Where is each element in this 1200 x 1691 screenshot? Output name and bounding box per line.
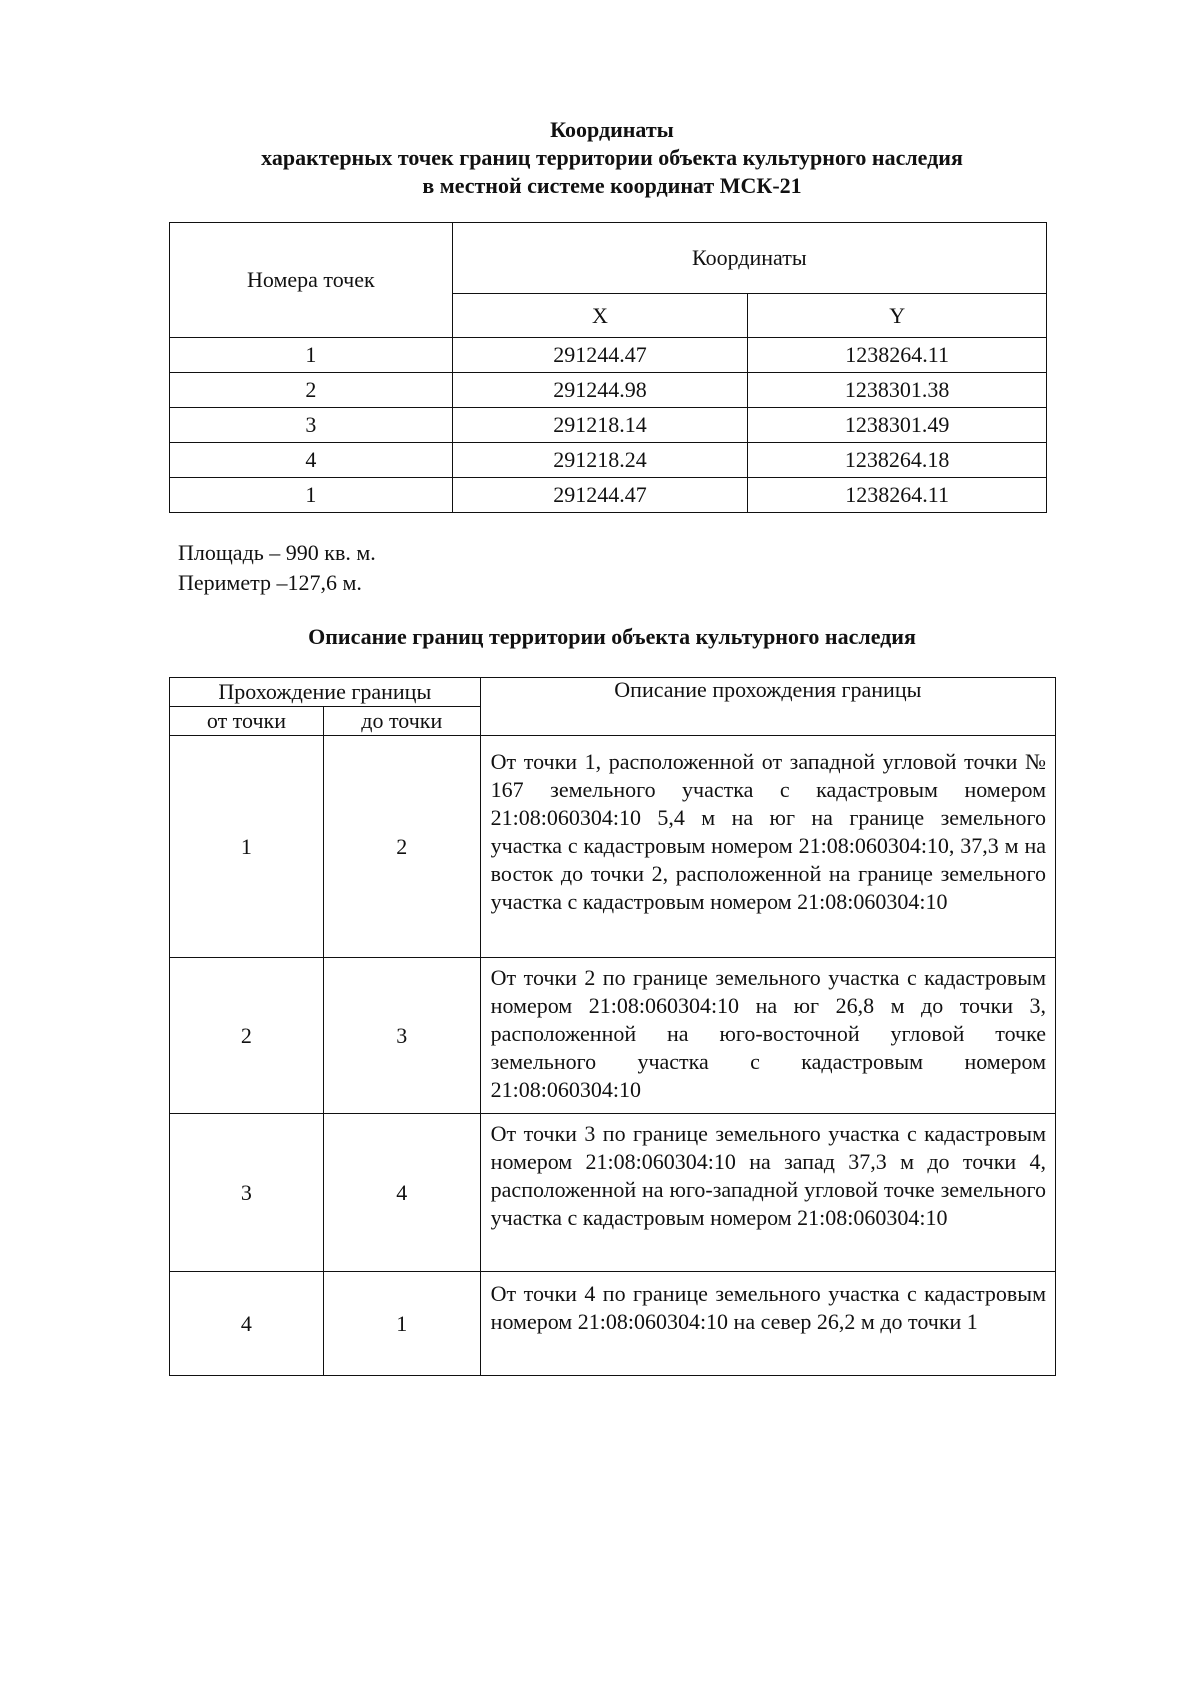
header-coords: Координаты <box>452 223 1046 294</box>
x: 291244.47 <box>452 338 748 373</box>
from-point: 4 <box>170 1272 324 1376</box>
to-point: 2 <box>323 736 480 958</box>
table-row <box>170 1272 1056 1376</box>
boundary-description-table <box>169 677 1056 1376</box>
y: 1238264.11 <box>748 478 1047 513</box>
header-from: от точки <box>170 707 324 736</box>
header-y: Y <box>748 294 1047 338</box>
to-point: 3 <box>323 958 480 1114</box>
header-to: до точки <box>323 707 480 736</box>
table-row <box>170 408 1047 443</box>
title-line-2: характерных точек границ территории объекта культурного наследия <box>261 145 963 170</box>
header-passage: Прохождение границы <box>170 678 481 707</box>
y: 1238264.18 <box>748 443 1047 478</box>
y: 1238264.11 <box>748 338 1047 373</box>
point: 1 <box>170 338 453 373</box>
area-text: Площадь – 990 кв. м. <box>178 540 376 565</box>
to-point: 4 <box>323 1114 480 1272</box>
x: 291244.98 <box>452 373 748 408</box>
x: 291244.47 <box>452 478 748 513</box>
from-point: 3 <box>170 1114 324 1272</box>
x: 291218.24 <box>452 443 748 478</box>
title-line-3: в местной системе координат МСК-21 <box>422 173 802 198</box>
table-row <box>170 736 1056 958</box>
description: От точки 3 по границе земельного участка с кадастровым номером 21:08:060304:10 на запад 37,3 м до точки 4, расположенной на юго-западной угловой точке земельного участка с кадастровым номером 21:08:060304:10 <box>480 1114 1055 1272</box>
to-point: 1 <box>323 1272 480 1376</box>
section-title: Описание границ территории объекта культурного наследия <box>308 624 916 649</box>
table-row <box>170 958 1056 1114</box>
header-description: Описание прохождения границы <box>480 678 1055 736</box>
point: 1 <box>170 478 453 513</box>
table-row <box>170 478 1047 513</box>
point: 4 <box>170 443 453 478</box>
table-row <box>170 373 1047 408</box>
description: От точки 2 по границе земельного участка с кадастровым номером 21:08:060304:10 на юг 26,8 м до точки 3, расположенной на юго-восточной угловой точке земельного участка с кадастровым номером 21:08:060304:10 <box>480 958 1055 1114</box>
y: 1238301.38 <box>748 373 1047 408</box>
table-row <box>170 443 1047 478</box>
title-line-1: Координаты <box>550 117 674 142</box>
from-point: 1 <box>170 736 324 958</box>
from-point: 2 <box>170 958 324 1114</box>
table-row <box>170 338 1047 373</box>
table-row <box>170 1114 1056 1272</box>
y: 1238301.49 <box>748 408 1047 443</box>
x: 291218.14 <box>452 408 748 443</box>
header-points: Номера точек <box>170 223 453 338</box>
header-x: X <box>452 294 748 338</box>
point: 2 <box>170 373 453 408</box>
perimeter-text: Периметр –127,6 м. <box>178 570 362 595</box>
point: 3 <box>170 408 453 443</box>
coordinates-table <box>169 222 1047 513</box>
description: От точки 4 по границе земельного участка с кадастровым номером 21:08:060304:10 на север 26,2 м до точки 1 <box>480 1272 1055 1376</box>
description: От точки 1, расположенной от западной угловой точки № 167 земельного участка с кадастровым номером 21:08:060304:10 5,4 м на юг на границе земельного участка с кадастровым номером 21:08:060304:10, 37,3 м на восток до точки 2, расположенной на границе земельного участка с кадастровым номером 21:08:060304:10 <box>480 736 1055 958</box>
